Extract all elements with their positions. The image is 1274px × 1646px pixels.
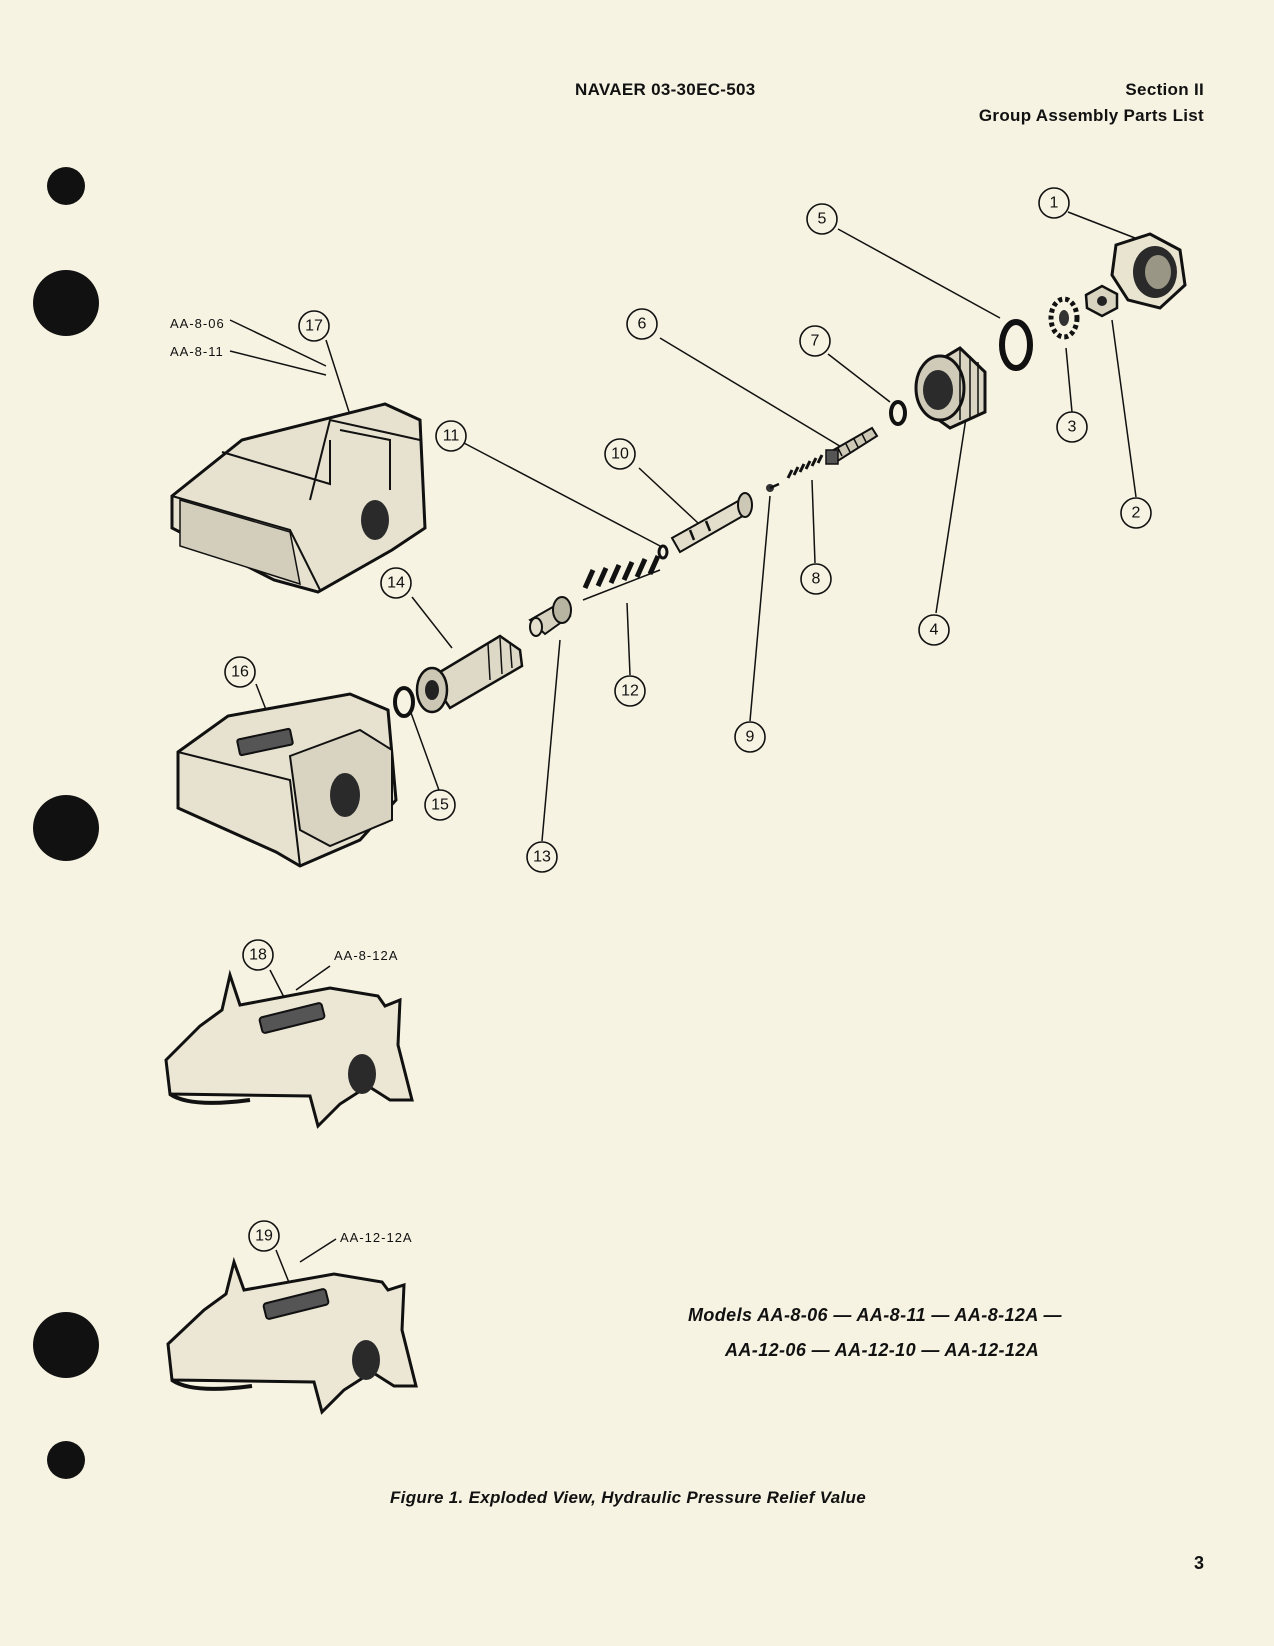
- callout-number-9: 9: [745, 728, 755, 746]
- callout-number-10: 10: [611, 445, 629, 463]
- callout-number-17: 17: [305, 317, 323, 335]
- binder-hole: [33, 795, 99, 861]
- part-14-seat: [417, 636, 522, 712]
- callout-number-18: 18: [249, 946, 267, 964]
- callout-number-14: 14: [387, 574, 405, 592]
- part-11-o-ring: [659, 546, 667, 558]
- callout-number-5: 5: [817, 210, 827, 228]
- models-line-1: Models AA-8-06 — AA-8-11 — AA-8-12A —: [688, 1305, 1062, 1325]
- callout-number-3: 3: [1067, 418, 1077, 436]
- callout-number-7: 7: [810, 332, 820, 350]
- callout-number-12: 12: [621, 682, 639, 700]
- callout-number-8: 8: [811, 570, 821, 588]
- model-label-aa-8-11: AA-8-11: [170, 344, 224, 359]
- callout-number-19: 19: [255, 1227, 273, 1245]
- part-16-valve-body: [178, 694, 396, 866]
- callout-number-16: 16: [231, 663, 249, 681]
- callout-number-6: 6: [637, 315, 647, 333]
- part-5-gasket: [1002, 322, 1030, 368]
- figure-caption: Figure 1. Exploded View, Hydraulic Pressure Relief Value: [390, 1488, 866, 1507]
- part-17-valve-body: [172, 404, 425, 592]
- models-line-2: AA-12-06 — AA-12-10 — AA-12-12A: [725, 1340, 1040, 1360]
- binder-holes: [33, 167, 99, 1479]
- document-number: NAVAER 03-30EC-503: [575, 80, 756, 99]
- page-number: 3: [1193, 1553, 1204, 1573]
- part-12-main-spring: [583, 556, 660, 600]
- section-title: Group Assembly Parts List: [978, 106, 1204, 125]
- binder-hole: [33, 1312, 99, 1378]
- model-label-aa-8-12a: AA-8-12A: [334, 948, 399, 963]
- part-15-gasket: [395, 688, 413, 716]
- model-label-aa-12-12a: AA-12-12A: [340, 1230, 413, 1245]
- callout-number-15: 15: [431, 796, 449, 814]
- part-19-valve-body: [168, 1262, 416, 1412]
- callout-number-11: 11: [442, 427, 460, 445]
- binder-hole: [47, 167, 85, 205]
- callout-number-4: 4: [929, 621, 939, 639]
- part-10-piston: [672, 493, 752, 552]
- section-label: Section II: [1125, 80, 1204, 99]
- part-18-valve-body: [166, 975, 412, 1126]
- part-7-o-ring: [891, 402, 905, 424]
- binder-hole: [33, 270, 99, 336]
- part-6-adjusting-screw: [826, 428, 877, 464]
- callout-number-1: 1: [1049, 194, 1059, 212]
- binder-hole: [47, 1441, 85, 1479]
- part-2-hex-nut: [1086, 286, 1117, 316]
- part-3-lock-washer: [1051, 299, 1077, 337]
- part-13-spring-guide: [530, 597, 571, 636]
- part-4-bonnet: [916, 348, 985, 428]
- model-label-aa-8-06: AA-8-06: [170, 316, 225, 331]
- part-1-nut: [1112, 234, 1185, 308]
- part-9-pin: [766, 484, 779, 492]
- part-8-spring: [788, 455, 822, 478]
- callout-number-2: 2: [1131, 504, 1141, 522]
- callout-number-13: 13: [533, 848, 551, 866]
